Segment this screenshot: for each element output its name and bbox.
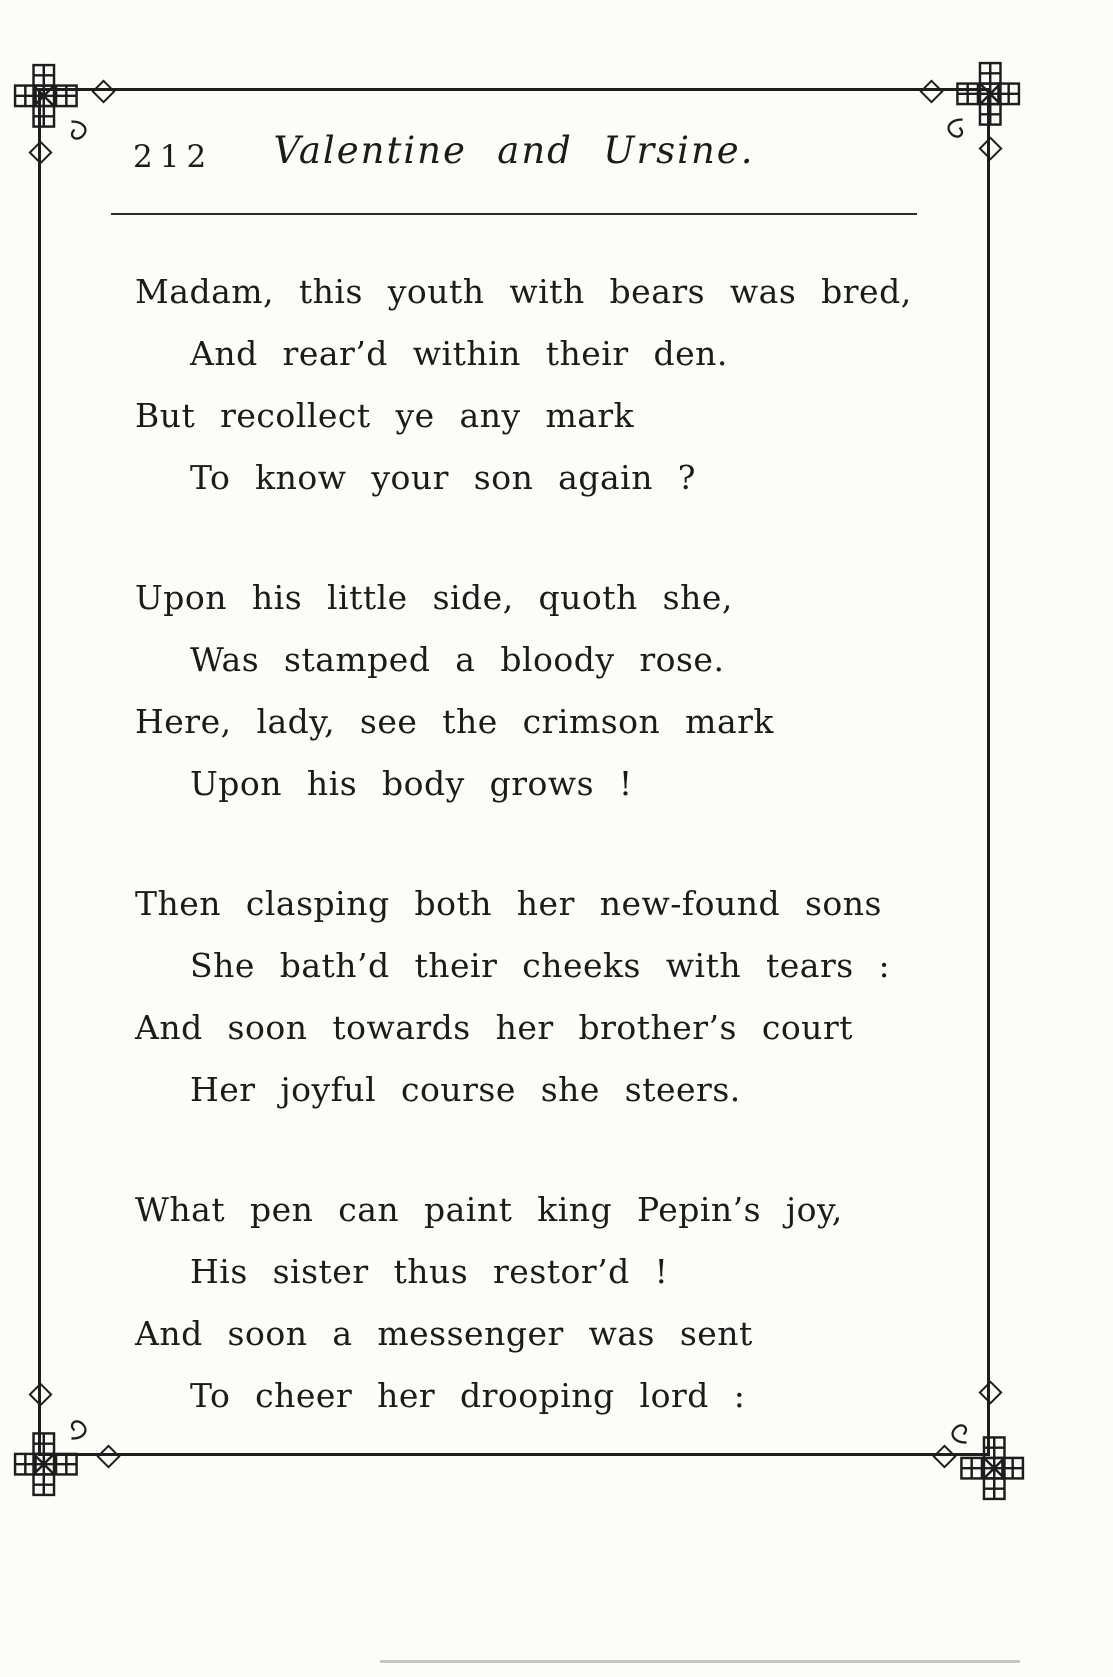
poem-line: Was stamped a bloody rose. — [190, 640, 725, 679]
stanza-2 — [135, 567, 927, 815]
poem — [135, 261, 927, 1427]
poem-line: Here, lady, see the crimson mark — [135, 702, 774, 741]
poem-line: And soon towards her brother’s court — [135, 1008, 853, 1047]
header-rule — [111, 213, 917, 215]
poem-line: Her joyful course she steers. — [190, 1070, 741, 1109]
poem-line: And soon a messenger was sent — [135, 1314, 753, 1353]
poem-line: And rear’d within their den. — [190, 334, 728, 373]
stanza-3 — [135, 873, 927, 1121]
poem-line: What pen can paint king Pepin’s joy, — [135, 1190, 843, 1229]
page-header — [101, 125, 927, 197]
poem-line: Madam, this youth with bears was bred, — [135, 272, 912, 311]
poem-line: Then clasping both her new-found sons — [135, 884, 882, 923]
page-title: Valentine and Ursine. — [273, 129, 755, 172]
poem-line: His sister thus restor’d ! — [190, 1252, 669, 1291]
poem-line: Upon his little side, quoth she, — [135, 578, 733, 617]
page-frame — [38, 88, 990, 1456]
poem-line: She bath’d their cheeks with tears : — [190, 946, 891, 985]
next-page-edge — [380, 1660, 1020, 1663]
poem-line: Upon his body grows ! — [190, 764, 633, 803]
stanza-1 — [135, 261, 927, 509]
poem-line: To cheer her drooping lord : — [190, 1376, 746, 1415]
stanza-4 — [135, 1179, 927, 1427]
poem-line: But recollect ye any mark — [135, 396, 635, 435]
poem-line: To know your son again ? — [190, 458, 696, 497]
page-number: 212 — [133, 139, 214, 175]
